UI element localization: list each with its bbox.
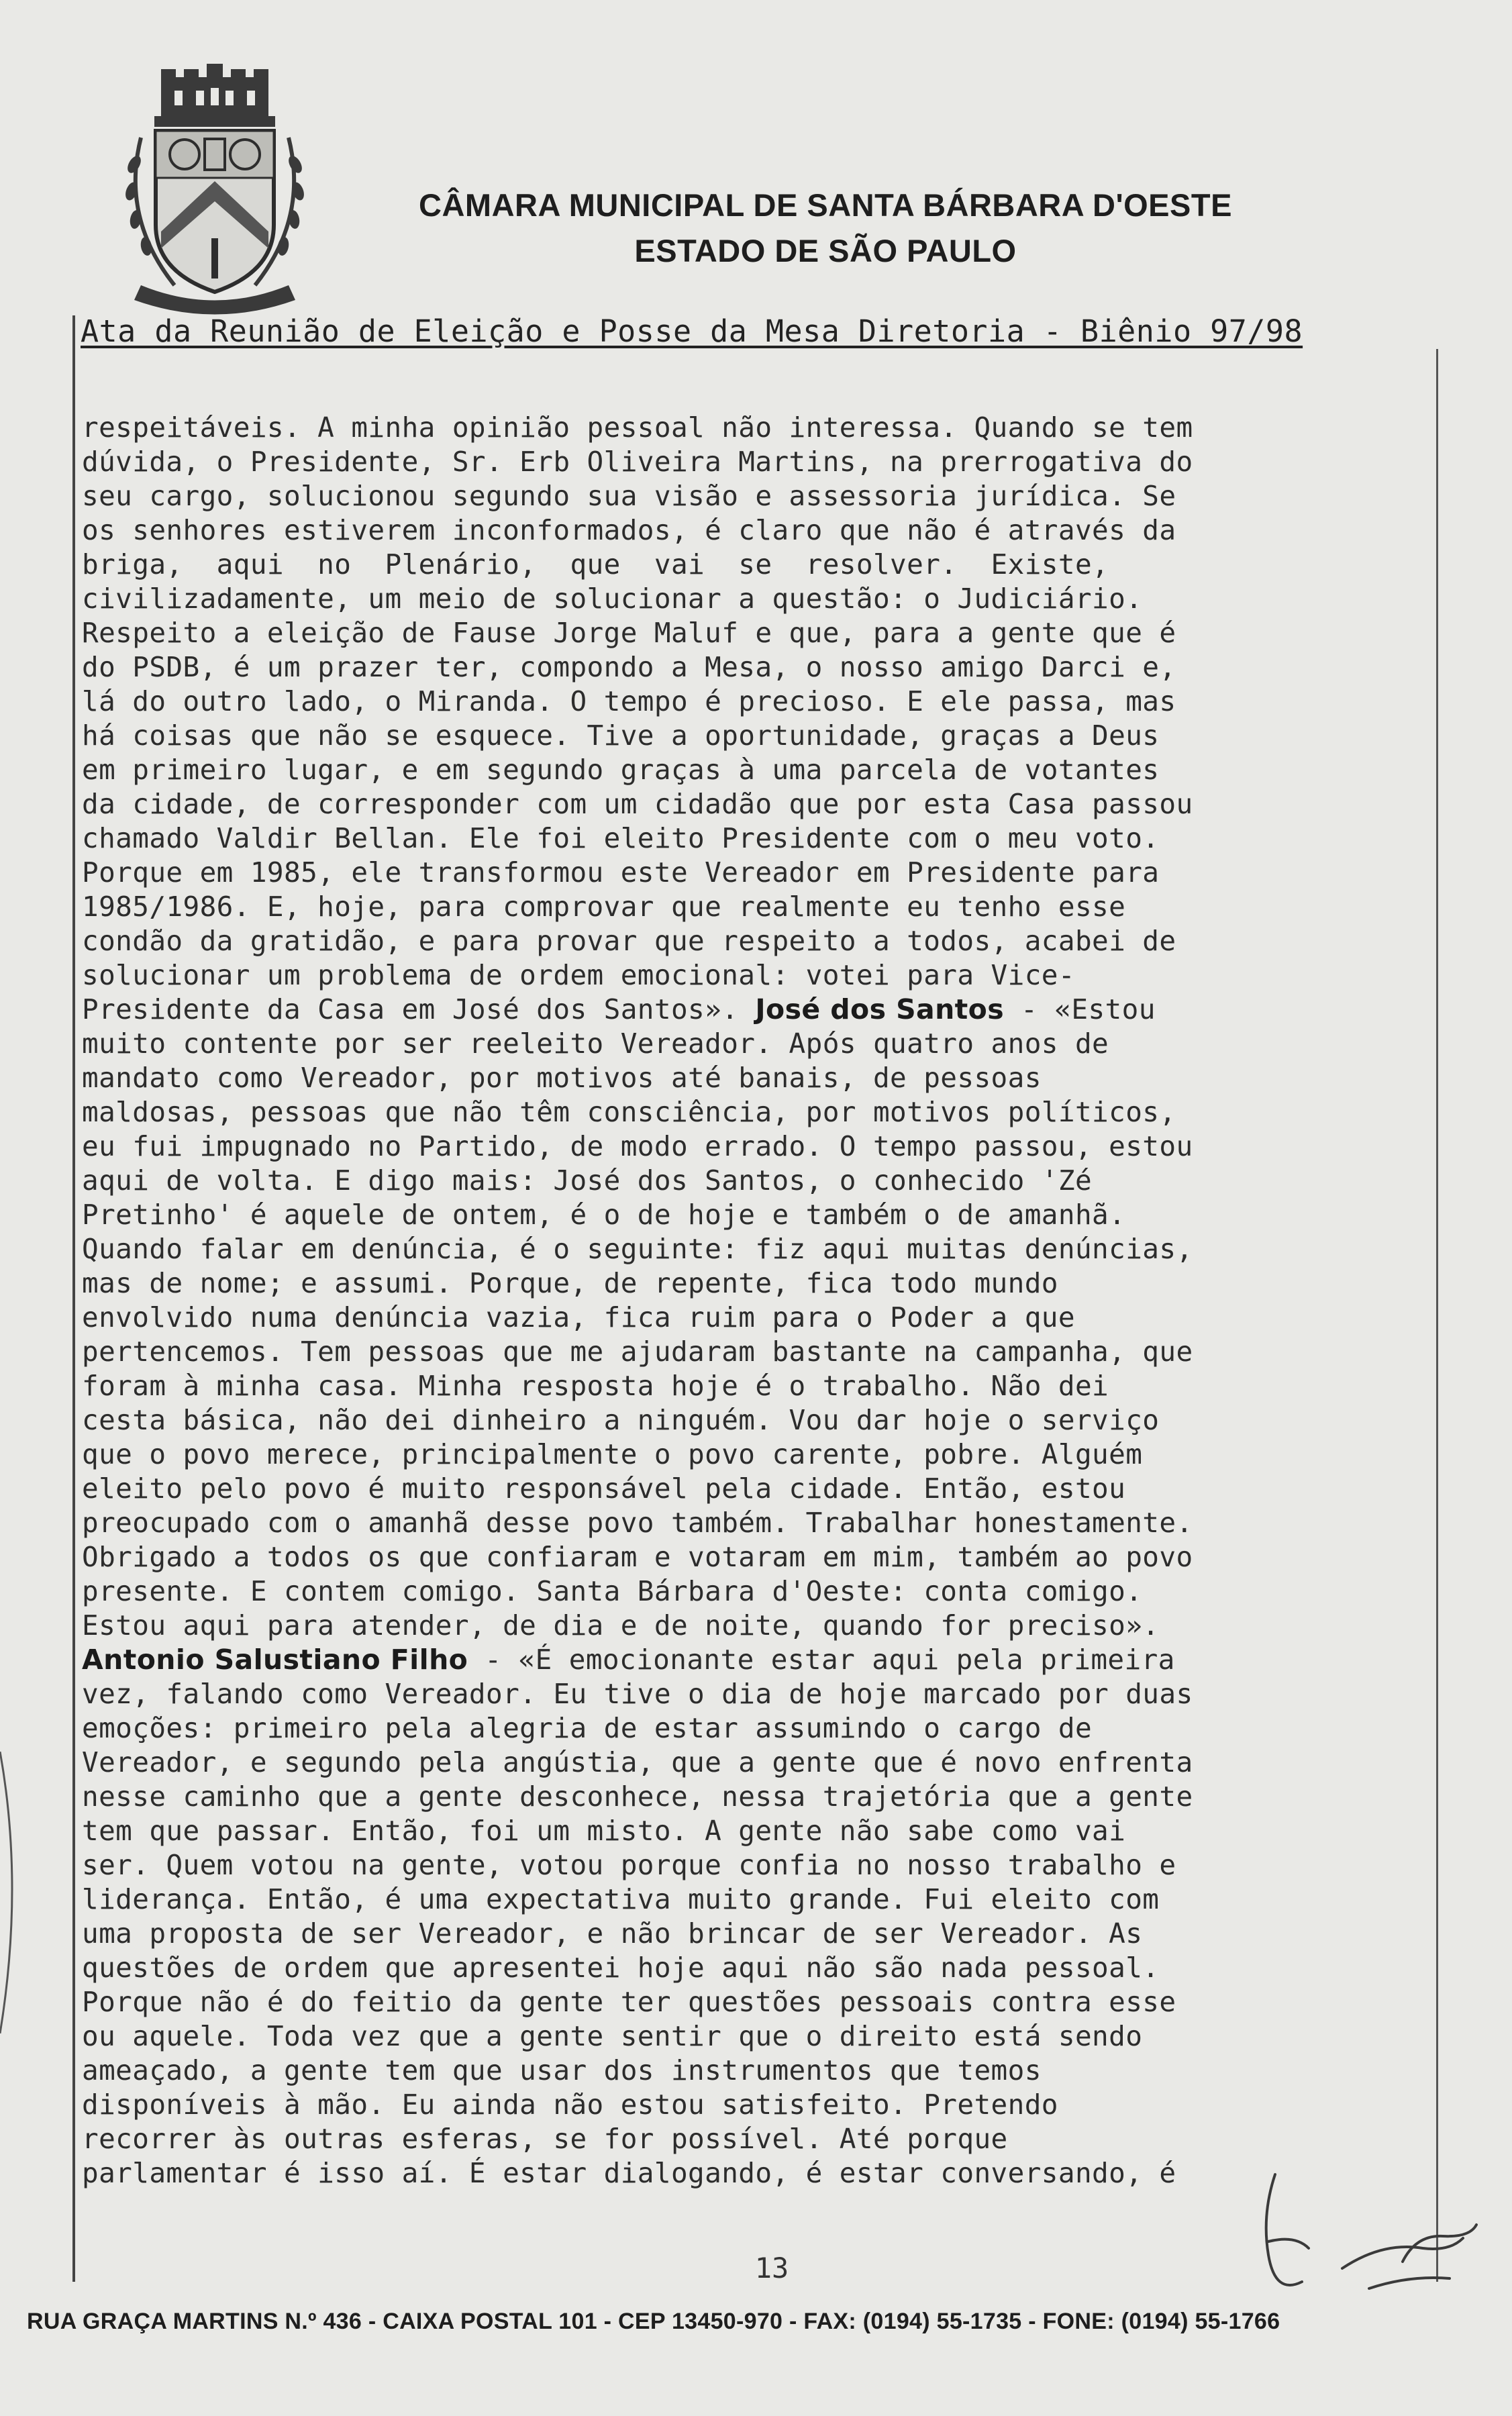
municipal-coat-of-arms-icon [114, 64, 315, 319]
text-line-with-speaker [82, 1643, 1424, 1677]
minutes-body [82, 411, 1424, 2191]
text-line: civilizadamente, um meio de solucionar a questão: o Judiciário. [82, 583, 1143, 615]
text-line: cesta básica, não dei dinheiro a ninguém. Vou dar hoje o serviço [82, 1404, 1160, 1436]
text-line-with-speaker [82, 993, 1424, 1027]
text-line: aqui de volta. E digo mais: José dos Santos, o conhecido 'Zé [82, 1164, 1093, 1197]
text-line: que o povo merece, principalmente o povo carente, pobre. Alguém [82, 1438, 1143, 1470]
text-line: eu fui impugnado no Partido, de modo errado. O tempo passou, estou [82, 1130, 1193, 1162]
speaker-name-antonio: Antonio Salustiano Filho [82, 1644, 468, 1676]
text-line: eleito pelo povo é muito responsável pela cidade. Então, estou [82, 1472, 1126, 1505]
text-line: dúvida, o Presidente, Sr. Erb Oliveira Martins, na prerrogativa do [82, 446, 1193, 478]
frame-left-rule [72, 315, 75, 2282]
text-line: há coisas que não se esquece. Tive a oportunidade, graças a Deus [82, 719, 1160, 752]
text-line: solucionar um problema de ordem emocional: votei para Vice- [82, 959, 1075, 991]
text-line: disponíveis à mão. Eu ainda não estou satisfeito. Pretendo [82, 2088, 1058, 2121]
text-line: preocupado com o amanhã desse povo também. Trabalhar honestamente. [82, 1507, 1193, 1539]
text-line: Porque não é do feitio da gente ter questões pessoais contra esse [82, 1986, 1176, 2018]
text-line: ou aquele. Toda vez que a gente sentir que o direito está sendo [82, 2020, 1143, 2052]
text-line: envolvido numa denúncia vazia, fica ruim para o Poder a que [82, 1301, 1075, 1333]
text-line: 1985/1986. E, hoje, para comprovar que realmente eu tenho esse [82, 891, 1126, 923]
text-line: em primeiro lugar, e em segundo graças à uma parcela de votantes [82, 754, 1160, 786]
text-line: do PSDB, é um prazer ter, compondo a Mesa, o nosso amigo Darci e, [82, 651, 1176, 683]
minutes-title: Ata da Reunião de Eleição e Posse da Mesa Diretoria - Biênio 97/98 [81, 313, 1303, 349]
text-line: ameaçado, a gente tem que usar dos instrumentos que temos [82, 2054, 1042, 2086]
text-line: questões de ordem que apresentei hoje aqui não são nada pessoal. [82, 1952, 1160, 1984]
speaker-intro-jose: - «Estou [1004, 993, 1156, 1025]
page-number: 13 [754, 2252, 789, 2284]
text-line: Quando falar em denúncia, é o seguinte: fiz aqui muitas denúncias, [82, 1233, 1193, 1265]
text-line: briga, aqui no Plenário, que vai se resolver. Existe, [82, 548, 1109, 581]
text-line: Estou aqui para atender, de dia e de noite, quando for preciso». [82, 1609, 1160, 1642]
footer-address: RUA GRAÇA MARTINS N.º 436 - CAIXA POSTAL 101 - CEP 13450-970 - FAX: (0194) 55-1735 - FONE: (0194) 55-1766 [27, 2309, 1280, 2334]
text-line: Pretinho' é aquele de ontem, é o de hoje e também o de amanhã. [82, 1199, 1126, 1231]
page-edge-curve [0, 1752, 27, 2033]
text-line: seu cargo, solucionou segundo sua visão e assessoria jurídica. Se [82, 480, 1176, 512]
text-line: tem que passar. Então, foi um misto. A gente não sabe como vai [82, 1815, 1126, 1847]
text-line: os senhores estiverem inconformados, é claro que não é através da [82, 514, 1176, 546]
frame-right-rule [1436, 349, 1438, 2282]
text-line: Porque em 1985, ele transformou este Vereador em Presidente para [82, 856, 1160, 889]
text-line: nesse caminho que a gente desconhece, nessa trajetória que a gente [82, 1780, 1193, 1813]
text-line: lá do outro lado, o Miranda. O tempo é precioso. E ele passa, mas [82, 685, 1176, 717]
text-line: pertencemos. Tem pessoas que me ajudaram bastante na campanha, que [82, 1336, 1193, 1368]
text-line: condão da gratidão, e para provar que respeito a todos, acabei de [82, 925, 1176, 957]
institution-name: CÂMARA MUNICIPAL DE SANTA BÁRBARA D'OESTE [419, 187, 1232, 223]
handwritten-signature-icon [1248, 2161, 1490, 2302]
text-line: vez, falando como Vereador. Eu tive o dia de hoje marcado por duas [82, 1678, 1193, 1710]
text-line: uma proposta de ser Vereador, e não brincar de ser Vereador. As [82, 1917, 1143, 1950]
text-line: Respeito a eleição de Fause Jorge Maluf e que, para a gente que é [82, 617, 1176, 649]
text-line: muito contente por ser reeleito Vereador. Após quatro anos de [82, 1027, 1109, 1060]
text-line: mandato como Vereador, por motivos até banais, de pessoas [82, 1062, 1042, 1094]
text-line: respeitáveis. A minha opinião pessoal não interessa. Quando se tem [82, 411, 1193, 444]
text-line: ser. Quem votou na gente, votou porque confia no nosso trabalho e [82, 1849, 1176, 1881]
text-line: recorrer às outras esferas, se for possível. Até porque [82, 2123, 1008, 2155]
state-name: ESTADO DE SÃO PAULO [634, 233, 1017, 268]
text-line: Obrigado a todos os que confiaram e votaram em mim, também ao povo [82, 1541, 1193, 1573]
text-line: mas de nome; e assumi. Porque, de repente, fica todo mundo [82, 1267, 1058, 1299]
text-line: liderança. Então, é uma expectativa muito grande. Fui eleito com [82, 1883, 1160, 1915]
text-line: emoções: primeiro pela alegria de estar assumindo o cargo de [82, 1712, 1093, 1744]
text-line: chamado Valdir Bellan. Ele foi eleito Presidente com o meu voto. [82, 822, 1160, 854]
header-title [389, 183, 1262, 274]
text-line: Presidente da Casa em José dos Santos». [82, 993, 739, 1025]
text-line: parlamentar é isso aí. É estar dialogando, é estar conversando, é [82, 2157, 1176, 2189]
text-line: da cidade, de corresponder com um cidadão que por esta Casa passou [82, 788, 1193, 820]
speaker-intro-antonio: - «É emocionante estar aqui pela primeira [468, 1644, 1175, 1676]
speaker-name-jose: José dos Santos [755, 993, 1005, 1025]
text-line: Vereador, e segundo pela angústia, que a gente que é novo enfrenta [82, 1746, 1193, 1778]
text-line: foram à minha casa. Minha resposta hoje é o trabalho. Não dei [82, 1370, 1109, 1402]
text-line: maldosas, pessoas que não têm consciência, por motivos políticos, [82, 1096, 1176, 1128]
text-line: presente. E contem comigo. Santa Bárbara d'Oeste: conta comigo. [82, 1575, 1143, 1607]
